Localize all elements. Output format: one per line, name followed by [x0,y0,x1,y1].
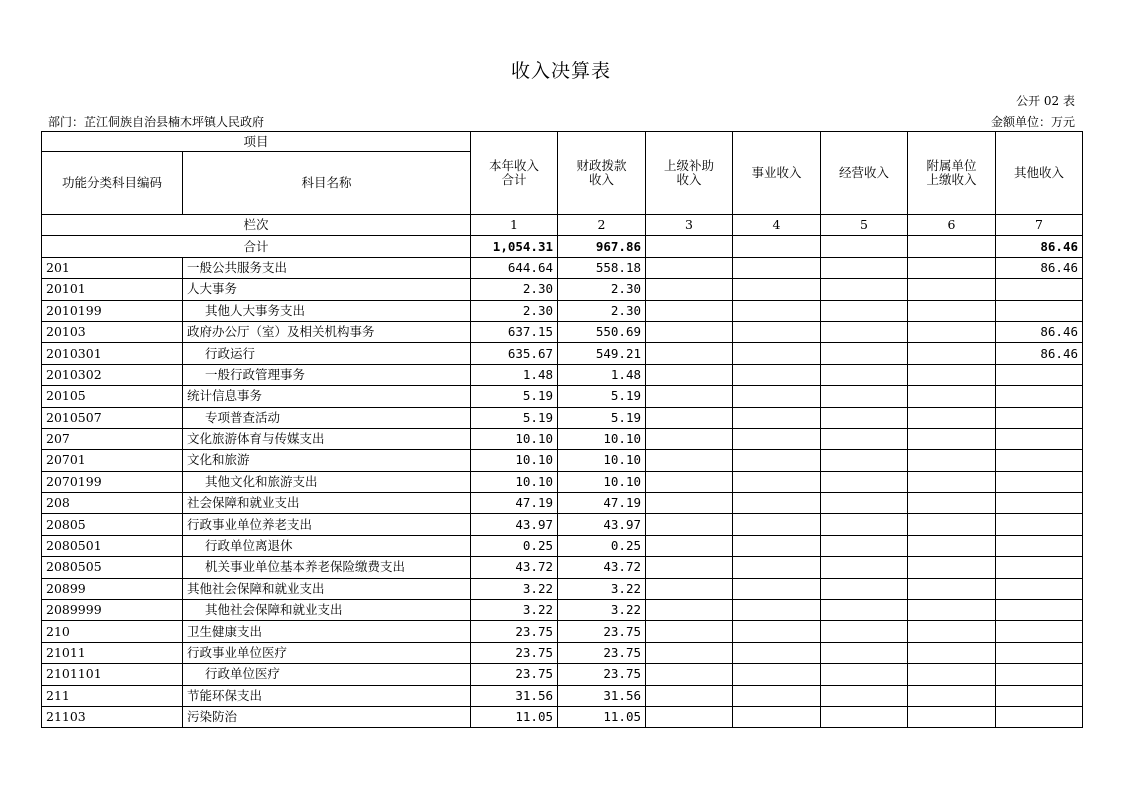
other-income-cell [996,600,1083,621]
fiscal-cell: 43.97 [558,514,646,535]
operating-cell [821,621,908,642]
total-income-cell: 10.10 [471,428,558,449]
superior-cell [646,621,733,642]
fiscal-cell: 23.75 [558,642,646,663]
other-income-cell [996,428,1083,449]
name-cell: 文化旅游体育与传媒支出 [183,428,471,449]
code-cell: 20701 [42,450,183,471]
other-income-cell [996,621,1083,642]
table-row [42,257,1083,278]
other-income-cell [996,407,1083,428]
col7-header: 其他收入 [996,132,1083,215]
name-cell: 行政运行 [183,343,471,364]
business-cell [733,685,821,706]
total-other-cell: 86.46 [996,236,1083,257]
total-income-cell: 23.75 [471,664,558,685]
superior-cell [646,364,733,385]
table-row [42,535,1083,556]
code-cell: 2089999 [42,600,183,621]
other-income-cell [996,493,1083,514]
name-cell: 其他文化和旅游支出 [183,471,471,492]
fiscal-cell: 3.22 [558,578,646,599]
column-index-4: 4 [733,215,821,236]
fiscal-cell: 23.75 [558,621,646,642]
name-cell: 社会保障和就业支出 [183,493,471,514]
col4-header: 事业收入 [733,132,821,215]
affiliate-cell [908,300,996,321]
fiscal-cell: 31.56 [558,685,646,706]
name-cell: 卫生健康支出 [183,621,471,642]
affiliate-cell [908,600,996,621]
table-row [42,600,1083,621]
fiscal-cell: 0.25 [558,535,646,556]
form-number: 公开 02 表 [1016,94,1075,108]
total-income-cell: 637.15 [471,321,558,342]
affiliate-cell [908,428,996,449]
fiscal-cell: 10.10 [558,428,646,449]
business-cell [733,279,821,300]
other-income-cell [996,364,1083,385]
operating-cell [821,279,908,300]
name-cell: 行政单位医疗 [183,664,471,685]
operating-cell [821,257,908,278]
code-cell: 207 [42,428,183,449]
superior-cell [646,407,733,428]
business-cell [733,300,821,321]
col3-header: 上级补助 收入 [646,132,733,215]
superior-cell [646,535,733,556]
other-income-cell [996,300,1083,321]
fiscal-cell: 1.48 [558,364,646,385]
superior-cell [646,664,733,685]
col5-header: 经营收入 [821,132,908,215]
name-cell: 行政事业单位医疗 [183,642,471,663]
name-cell: 文化和旅游 [183,450,471,471]
superior-cell [646,600,733,621]
fiscal-cell: 558.18 [558,257,646,278]
name-cell: 其他人大事务支出 [183,300,471,321]
fiscal-cell: 2.30 [558,279,646,300]
name-cell: 其他社会保障和就业支出 [183,600,471,621]
business-cell [733,343,821,364]
other-income-cell [996,471,1083,492]
department-label: 部门：芷江侗族自治县楠木坪镇人民政府 [48,115,265,129]
code-cell: 211 [42,685,183,706]
affiliate-cell [908,279,996,300]
code-cell: 20101 [42,279,183,300]
fiscal-cell: 43.72 [558,557,646,578]
fiscal-cell: 2.30 [558,300,646,321]
operating-cell [821,407,908,428]
affiliate-cell [908,557,996,578]
column-index-label: 栏次 [42,215,471,236]
affiliate-cell [908,471,996,492]
superior-cell [646,279,733,300]
table-row [42,300,1083,321]
fiscal-cell: 10.10 [558,471,646,492]
name-cell: 行政单位离退休 [183,535,471,556]
name-cell: 一般公共服务支出 [183,257,471,278]
affiliate-cell [908,343,996,364]
affiliate-cell [908,364,996,385]
total-income-cell: 2.30 [471,300,558,321]
operating-cell [821,514,908,535]
business-cell [733,471,821,492]
name-cell: 行政事业单位养老支出 [183,514,471,535]
code-cell: 2101101 [42,664,183,685]
superior-cell [646,428,733,449]
business-cell [733,407,821,428]
header-row-1 [42,132,1083,152]
other-income-cell [996,685,1083,706]
total-income-cell: 3.22 [471,578,558,599]
column-index-3: 3 [646,215,733,236]
operating-cell [821,386,908,407]
table-row [42,407,1083,428]
fiscal-cell: 5.19 [558,407,646,428]
other-income-cell: 86.46 [996,321,1083,342]
name-cell: 统计信息事务 [183,386,471,407]
fiscal-cell: 549.21 [558,343,646,364]
column-index-row [42,215,1083,236]
business-cell [733,557,821,578]
superior-cell [646,557,733,578]
business-cell [733,450,821,471]
total-operating-cell [821,236,908,257]
code-cell: 2080501 [42,535,183,556]
total-income-cell: 47.19 [471,493,558,514]
other-income-cell: 86.46 [996,343,1083,364]
total-income-cell: 5.19 [471,386,558,407]
business-cell [733,706,821,727]
total-income-cell: 43.72 [471,557,558,578]
col2-header: 财政拨款 收入 [558,132,646,215]
total-fiscal-cell: 967.86 [558,236,646,257]
amount-unit-label: 金额单位：万元 [990,115,1075,129]
other-income-cell [996,642,1083,663]
table-row [42,428,1083,449]
business-cell [733,621,821,642]
total-income-cell: 2.30 [471,279,558,300]
total-business-cell [733,236,821,257]
affiliate-cell [908,407,996,428]
operating-cell [821,664,908,685]
table-row [42,514,1083,535]
affiliate-cell [908,386,996,407]
code-cell: 20805 [42,514,183,535]
affiliate-cell [908,642,996,663]
other-income-cell [996,706,1083,727]
affiliate-cell [908,664,996,685]
code-cell: 2010507 [42,407,183,428]
fiscal-cell: 47.19 [558,493,646,514]
name-cell: 污染防治 [183,706,471,727]
superior-cell [646,450,733,471]
operating-cell [821,343,908,364]
affiliate-cell [908,493,996,514]
column-index-6: 6 [908,215,996,236]
other-income-cell [996,450,1083,471]
total-income-cell: 43.97 [471,514,558,535]
superior-cell [646,642,733,663]
affiliate-cell [908,257,996,278]
name-cell: 专项普查活动 [183,407,471,428]
total-income-cell: 31.56 [471,685,558,706]
superior-cell [646,706,733,727]
business-cell [733,664,821,685]
other-income-cell [996,514,1083,535]
other-income-cell [996,557,1083,578]
name-cell: 机关事业单位基本养老保险缴费支出 [183,557,471,578]
total-income-cell: 23.75 [471,642,558,663]
total-income-cell: 0.25 [471,535,558,556]
business-cell [733,600,821,621]
other-income-cell [996,279,1083,300]
operating-cell [821,300,908,321]
total-income-cell: 1.48 [471,364,558,385]
business-cell [733,321,821,342]
operating-cell [821,600,908,621]
table-row [42,557,1083,578]
superior-cell [646,257,733,278]
code-cell: 2080505 [42,557,183,578]
name-header: 科目名称 [183,152,471,215]
table-row [42,364,1083,385]
total-income-cell: 10.10 [471,450,558,471]
operating-cell [821,450,908,471]
code-cell: 21011 [42,642,183,663]
business-cell [733,428,821,449]
operating-cell [821,535,908,556]
other-income-cell [996,386,1083,407]
superior-cell [646,493,733,514]
fiscal-cell: 3.22 [558,600,646,621]
name-cell: 政府办公厅（室）及相关机构事务 [183,321,471,342]
total-label: 合计 [42,236,471,257]
business-cell [733,514,821,535]
business-cell [733,642,821,663]
total-income-cell: 5.19 [471,407,558,428]
superior-cell [646,343,733,364]
affiliate-cell [908,685,996,706]
fiscal-cell: 23.75 [558,664,646,685]
other-income-cell [996,664,1083,685]
table-row [42,321,1083,342]
name-cell: 节能环保支出 [183,685,471,706]
business-cell [733,578,821,599]
table-row [42,685,1083,706]
business-cell [733,493,821,514]
table-row [42,706,1083,727]
fiscal-cell: 550.69 [558,321,646,342]
superior-cell [646,386,733,407]
total-row [42,236,1083,257]
total-income-cell: 11.05 [471,706,558,727]
code-cell: 21103 [42,706,183,727]
table-row [42,450,1083,471]
total-affiliate-cell [908,236,996,257]
total-income-cell: 3.22 [471,600,558,621]
table-row [42,621,1083,642]
operating-cell [821,642,908,663]
total-income-cell: 1,054.31 [471,236,558,257]
income-table [41,131,1083,728]
operating-cell [821,471,908,492]
other-income-cell: 86.46 [996,257,1083,278]
code-cell: 201 [42,257,183,278]
business-cell [733,257,821,278]
table-row [42,386,1083,407]
page-title: 收入决算表 [510,60,611,82]
other-income-cell [996,535,1083,556]
superior-cell [646,514,733,535]
column-index-1: 1 [471,215,558,236]
table-row [42,664,1083,685]
code-cell: 20105 [42,386,183,407]
fiscal-cell: 11.05 [558,706,646,727]
code-cell: 208 [42,493,183,514]
total-income-cell: 644.64 [471,257,558,278]
operating-cell [821,364,908,385]
total-income-cell: 10.10 [471,471,558,492]
affiliate-cell [908,535,996,556]
column-index-2: 2 [558,215,646,236]
operating-cell [821,685,908,706]
affiliate-cell [908,578,996,599]
operating-cell [821,706,908,727]
code-cell: 20899 [42,578,183,599]
table-row [42,642,1083,663]
column-index-5: 5 [821,215,908,236]
code-cell: 2010199 [42,300,183,321]
fiscal-cell: 5.19 [558,386,646,407]
total-income-cell: 23.75 [471,621,558,642]
table-row [42,471,1083,492]
code-cell: 2070199 [42,471,183,492]
superior-cell [646,685,733,706]
project-header: 项目 [42,132,471,152]
superior-cell [646,321,733,342]
table-row [42,343,1083,364]
operating-cell [821,578,908,599]
superior-cell [646,300,733,321]
table-row [42,279,1083,300]
operating-cell [821,321,908,342]
name-cell: 其他社会保障和就业支出 [183,578,471,599]
superior-cell [646,578,733,599]
affiliate-cell [908,514,996,535]
code-cell: 20103 [42,321,183,342]
business-cell [733,386,821,407]
name-cell: 一般行政管理事务 [183,364,471,385]
operating-cell [821,428,908,449]
code-cell: 2010302 [42,364,183,385]
other-income-cell [996,578,1083,599]
col1-header: 本年收入 合计 [471,132,558,215]
operating-cell [821,557,908,578]
col6-header: 附属单位 上缴收入 [908,132,996,215]
table-row [42,578,1083,599]
table-row [42,493,1083,514]
affiliate-cell [908,450,996,471]
affiliate-cell [908,621,996,642]
affiliate-cell [908,706,996,727]
affiliate-cell [908,321,996,342]
business-cell [733,364,821,385]
business-cell [733,535,821,556]
total-income-cell: 635.67 [471,343,558,364]
column-index-7: 7 [996,215,1083,236]
fiscal-cell: 10.10 [558,450,646,471]
superior-cell [646,471,733,492]
code-cell: 2010301 [42,343,183,364]
name-cell: 人大事务 [183,279,471,300]
code-cell: 210 [42,621,183,642]
total-superior-cell [646,236,733,257]
code-header: 功能分类科目编码 [42,152,183,215]
operating-cell [821,493,908,514]
